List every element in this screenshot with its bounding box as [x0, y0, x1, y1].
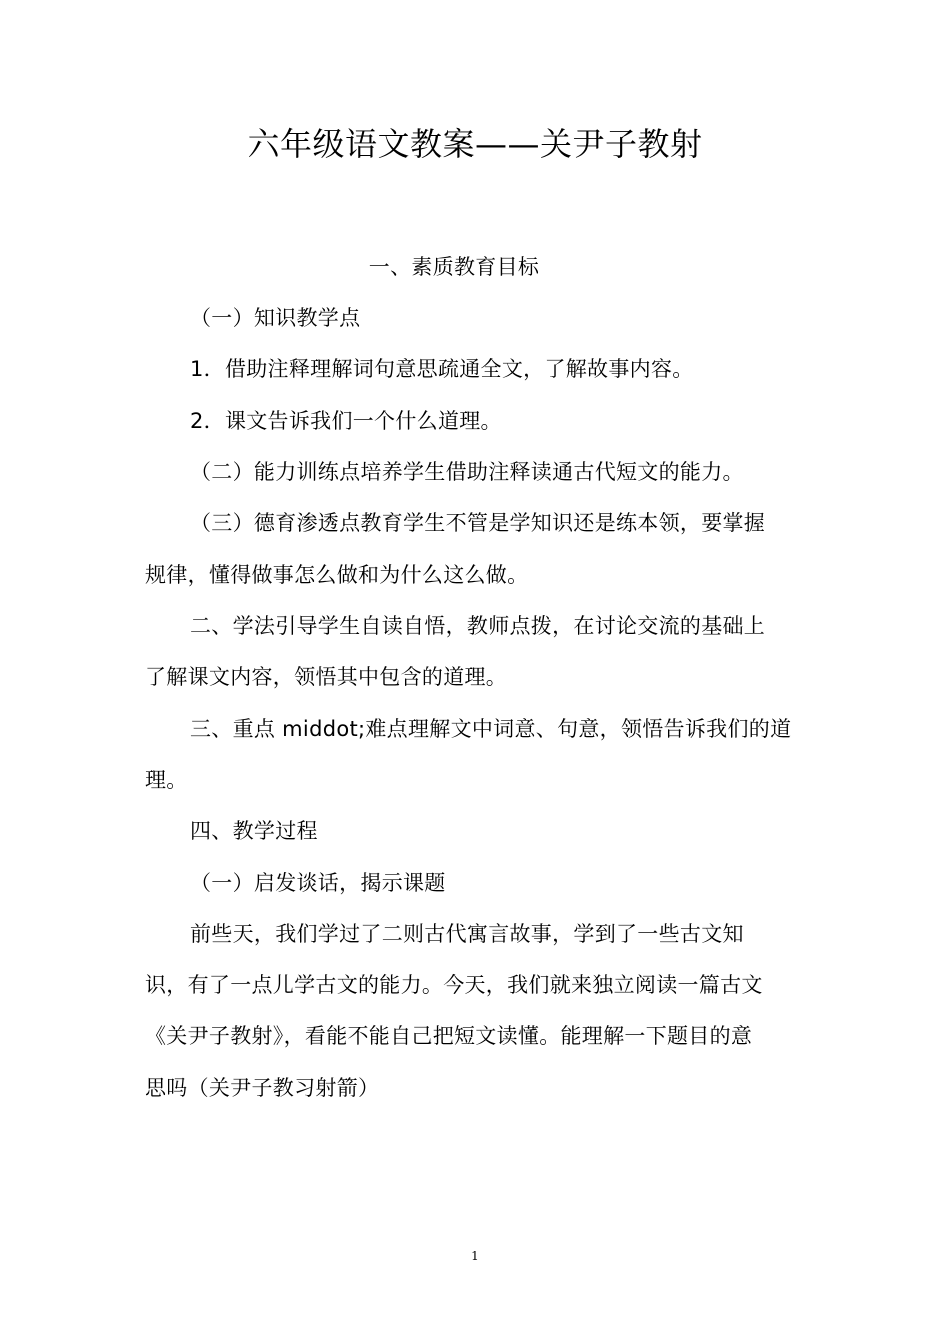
subheading-intro: （一）启发谈话，揭示课题 [190, 871, 446, 895]
page-number: 1 [471, 1249, 479, 1263]
paragraph-moral-line-2: 规律，懂得做事怎么做和为什么这么做。 [145, 563, 529, 587]
section-heading-goals: 一、素质教育目标 [368, 255, 540, 279]
paragraph-method-line-1: 二、学法引导学生自读自悟，教师点拨，在讨论交流的基础上 [190, 614, 766, 638]
paragraph-intro-line-4: 思吗（关尹子教习射箭） [145, 1076, 380, 1100]
document-title: 六年级语文教案——关尹子教射 [247, 125, 703, 163]
list-item-1: 1．借助注释理解词句意思疏通全文，了解故事内容。 [190, 357, 694, 381]
paragraph-intro-line-3: 《关尹子教射》，看能不能自己把短文读懂。能理解一下题目的意 [145, 1024, 753, 1048]
section-heading-process: 四、教学过程 [190, 819, 318, 843]
paragraph-moral-line-1: （三）德育渗透点教育学生不管是学知识还是练本领，要掌握 [190, 511, 766, 535]
paragraph-focus-line-1: 三、重点 middot;难点理解文中词意、句意，领悟告诉我们的道 [190, 717, 792, 741]
subheading-knowledge: （一）知识教学点 [190, 306, 361, 330]
list-item-2: 2．课文告诉我们一个什么道理。 [190, 409, 502, 433]
paragraph-focus-line-2: 理。 [145, 768, 188, 792]
paragraph-method-line-2: 了解课文内容，领悟其中包含的道理。 [145, 665, 508, 689]
paragraph-intro-line-1: 前些天，我们学过了二则古代寓言故事，学到了一些古文知 [190, 922, 744, 946]
paragraph-intro-line-2: 识，有了一点儿学古文的能力。今天，我们就来独立阅读一篇古文 [145, 973, 763, 997]
subheading-ability: （二）能力训练点培养学生借助注释读通古代短文的能力。 [190, 460, 744, 484]
